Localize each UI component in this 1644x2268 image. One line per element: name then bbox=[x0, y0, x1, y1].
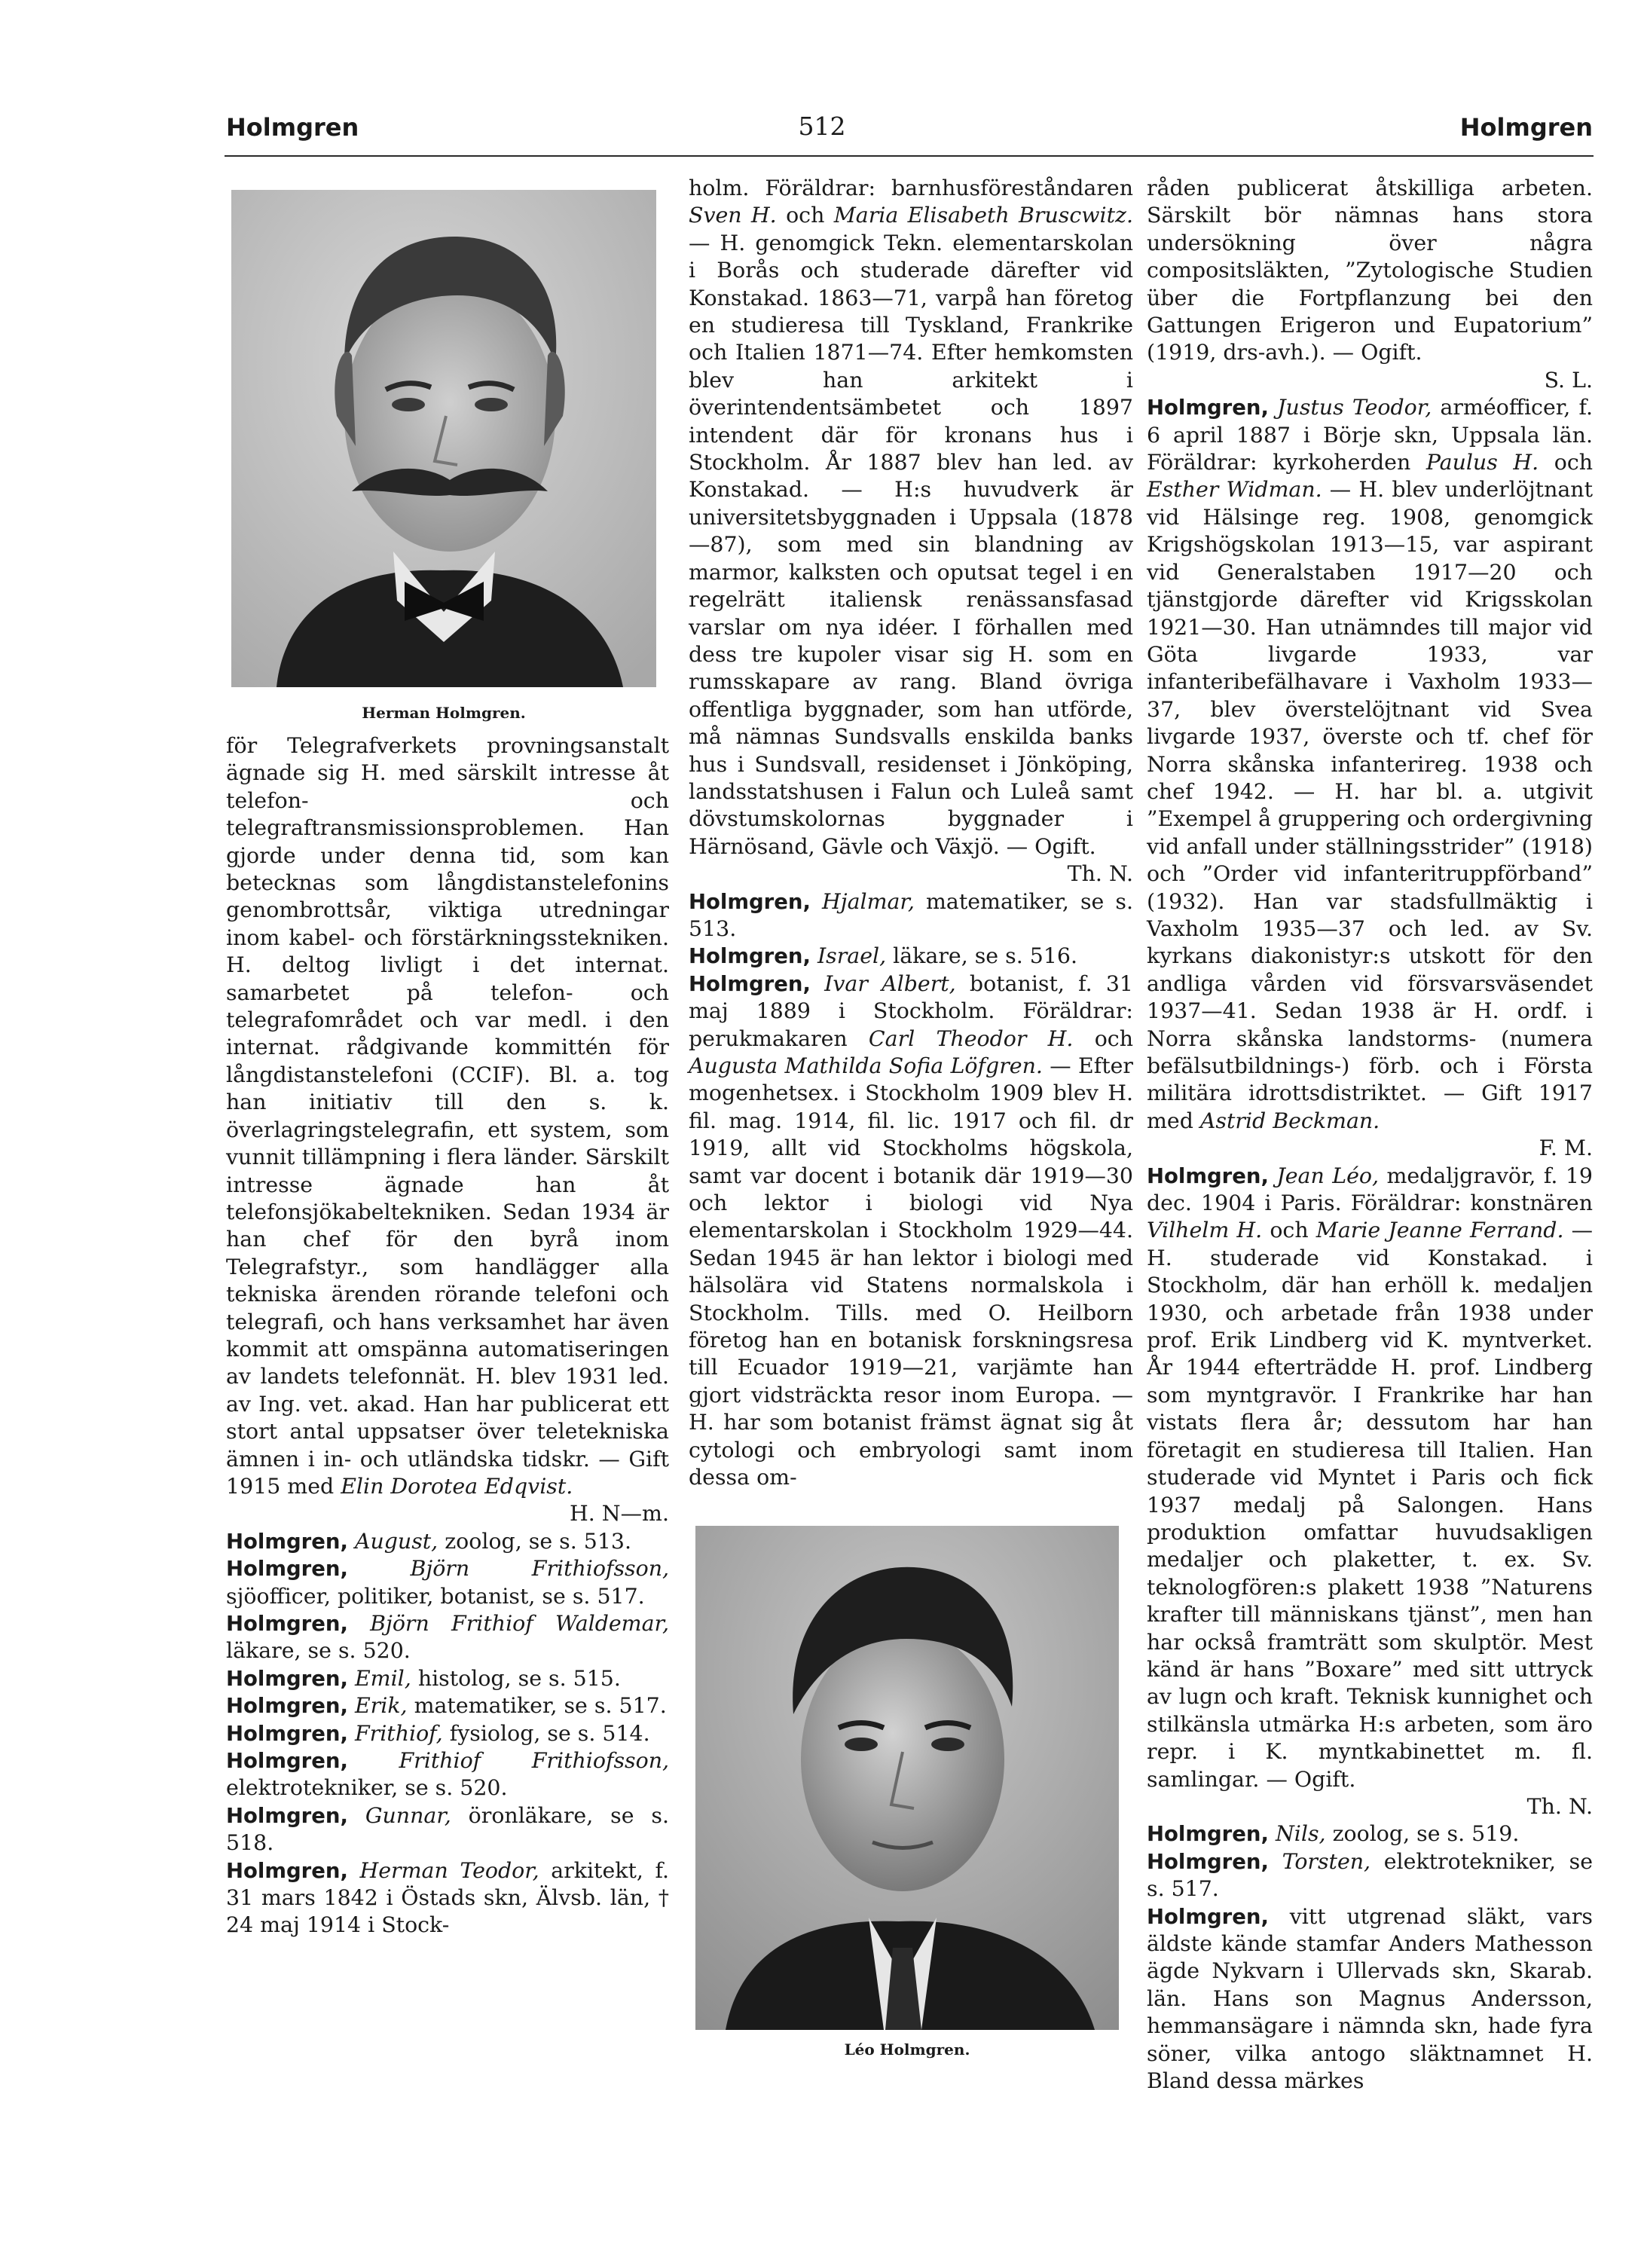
entry-holmgren-herman-teodor: Holmgren, Herman Teodor, arkitekt, f. 31 mars 1842 i Östads skn, Älvsb. län, † 24 maj 1914 i Stock- bbox=[226, 1857, 669, 1938]
portrait-leo-holmgren bbox=[695, 1526, 1119, 2030]
entry-holmgren-frithiof: Holmgren, Frithiof, fysiolog, se s. 514. bbox=[226, 1720, 650, 1746]
figure-space bbox=[226, 175, 669, 732]
entry-holmgren-emil: Holmgren, Emil, histolog, se s. 515. bbox=[226, 1665, 621, 1691]
entry-holmgren-gunnar: Holmgren, Gunnar, öronläkare, se s. 518. bbox=[226, 1802, 669, 1856]
caption-leo-holmgren: Léo Holmgren. bbox=[844, 2040, 970, 2059]
entry-holmgren-ivar-albert: Holmgren, Ivar Albert, botanist, f. 31 maj 1889 i Stockholm. Föräldrar: perukmakaren Carl Theodor H. och Augusta Mathilda Sofia Löfgren. — Efter mogenhetsex. i Stockholm 1909 blev H. fil. mag. 1914, fil. lic. 1917 och fil. dr 1919, allt vid Stockholms högskola, samt var docent i botanik där 1919—30 och lektor i biologi vid Nya elementarskolan i Stockholm 1929—44. Sedan 1945 är han lektor i biologi med hälsolära vid Statens normalskola i Stockholm. Tills. med O. Heilborn företog han en botanisk forskningsresa till Ecuador 1919—21, varjämte han gjort vidsträckta resor inom Europa. — H. har som botanist främst ägnat sig åt cytologi och embryologi samt inom dessa om- bbox=[689, 970, 1133, 1490]
entry-holmgren-israel: Holmgren, Israel, läkare, se s. 516. bbox=[689, 943, 1077, 969]
entry-holmgren-slakt: Holmgren, vitt utgrenad släkt, vars äldste kände stamfar Anders Mathesson ägde Nykvarn i Ullervads skn, Skarab. län. Hans son Magnus Andersson, hemmansägare i nämnda skn, hade fyra söner, vilka antogo släktnamnet H. Bland dessa märkes bbox=[1147, 1903, 1593, 2094]
entry-holmgren-torsten: Holmgren, Torsten, elektrotekniker, se s. 517. bbox=[1147, 1848, 1594, 1902]
column-2 bbox=[689, 175, 1133, 1492]
entry-holmgren-frithiof-frithiofsson: Holmgren, Frithiof Frithiofsson, elektrotekniker, se s. 520. bbox=[226, 1748, 669, 1801]
entry-holmgren-hjalmar: Holmgren, Hjalmar, matematiker, se s. 513. bbox=[689, 888, 1134, 941]
signature-line: S. L. bbox=[1544, 367, 1593, 393]
entry-continuation: för Telegrafverkets provningsanstalt ägnade sig H. med särskilt intresse åt telefon- och telegraftransmissionsproblemen. Han gjorde under denna tid, som kan betecknas som långdistanstelefonins genombrottsår, viktiga utredningar inom kabel- och förstärkningsstekniken. H. deltog livligt i det internat. samarbetet på telefon- och telegrafområdet och var medl. i den internat. rådgivande kommittén för långdistanstelefoni (CCIF). Bl. a. tog han initiativ till den s. k. överlagringstelegrafin, ett system, som vunnit tillämpning i flera länder. Särskilt intresse ägnade han åt telefonsjökabeltekniken. Sedan 1934 är han chef för den byrå inom Telegrafstyr., som handlägger alla tekniska ärenden rörande telefoni och telegrafi, och hans verksamhet har även kommit att omspänna automatiseringen av landets telefonnät. H. blev 1931 led. av Ing. vet. akad. Han har publicerat ett stort antal uppsatser över teletekniska ämnen i in- och utländska tidskr. — Gift 1915 med Elin Dorotea Edqvist. bbox=[226, 733, 669, 1499]
entry-holmgren-jean-leo: Holmgren, Jean Léo, medaljgravör, f. 19 dec. 1904 i Paris. Föräldrar: konstnären Vilhelm H. och Marie Jeanne Ferrand. — H. studerade vid Konstakad. i Stockholm, där han erhöll k. medaljen 1930, och arbetade från 1938 under prof. Erik Lindberg vid K. myntverket. År 1944 efterträdde H. prof. Lindberg som myntgravör. I Frankrike har han vistats flera år; dessutom har han företagit en studieresa till Italien. Han studerade vid Myntet i Paris och fick 1937 medalj på Salongen. Hans produktion omfattar huvudsakligen medaljer och plaketter, t. ex. Sv. teknologfören:s plakett 1938 ”Naturens krafter till människans tjänst”, men han har också framträtt som skulptör. Mest känd är hans ”Boxare” med sitt uttryck av lugn och kraft. Teknisk kunnighet och stilkänsla utmärka H:s arbeten, som äro repr. i K. myntkabinettet m. fl. samlingar. — Ogift. bbox=[1147, 1163, 1594, 1792]
entry-holmgren-bjorn-frithiof-waldemar: Holmgren, Björn Frithiof Waldemar, läkare, se s. 520. bbox=[226, 1611, 670, 1664]
header-rule bbox=[225, 155, 1594, 157]
signature-line: F. M. bbox=[1539, 1136, 1593, 1161]
entry-holmgren-justus-teodor: Holmgren, Justus Teodor, arméofficer, f. 6 april 1887 i Börje skn, Uppsala län. Föräldrar: kyrkoherden Paulus H. och Esther Widman. — H. blev underlöjtnant vid Hälsinge reg. 1908, genomgick Krigshögskolan 1913—15, var aspirant vid Generalstaben 1917—20 och tjänstgjorde därefter vid Krigsskolan 1921—30. Han utnämndes till major vid Göta livgarde 1933, var infanteribefälhavare i Vaxholm 1933—37, blev överstelöjtnant vid Svea livgarde 1937, överste och tf. chef för Norra skånska infanterireg. 1938 och chef 1942. — H. har bl. a. utgivit ”Exempel å gruppering och ordergivning vid anfall under ställningsstrider” (1918) och ”Order vid infanteritruppförband” (1932). Han var stadsfullmäktig i Vaxholm 1935—37 och led. av Sv. kyrkans diakonistyr:s utskott för den andliga vården vid försvarsväsendet 1937—41. Sedan 1938 är H. ordf. i Norra skånska landstorms- (numera befälsutbildnings-) förb. och i Första militära idrottsdistriktet. — Gift 1917 med Astrid Beckman. bbox=[1147, 395, 1594, 1133]
entry-continuation: råden publicerat åtskilliga arbeten. Särskilt bör nämnas hans stora undersökning över några compositsläkten, ”Zytologische Studien über die Fortpflanzung bei den Gattungen Erigeron und Eupatorium” (1919, drs-avh.). — Ogift. bbox=[1147, 176, 1593, 365]
signature-line: Th. N. bbox=[1526, 1793, 1593, 1819]
page-number: 512 bbox=[798, 112, 846, 141]
signature-line: Th. N. bbox=[1067, 861, 1133, 887]
caption-herman-holmgren: Herman Holmgren. bbox=[362, 704, 526, 722]
running-head-left: Holmgren bbox=[226, 113, 359, 142]
running-head-right: Holmgren bbox=[1459, 113, 1593, 142]
signature-line: H. N—m. bbox=[570, 1501, 669, 1527]
entry-holmgren-august: Holmgren, August, zoolog, se s. 513. bbox=[226, 1528, 631, 1554]
entry-holmgren-erik: Holmgren, Erik, matematiker, se s. 517. bbox=[226, 1693, 667, 1719]
column-3 bbox=[1147, 175, 1593, 2095]
column-1 bbox=[226, 175, 669, 1939]
entry-continuation: holm. Föräldrar: barnhusföreståndaren Sven H. och Maria Elisabeth Bruscwitz. — H. genomgick Tekn. elementarskolan i Borås och studerade därefter vid Konstakad. 1863—71, varpå han företog en studieresa till Tyskland, Frankrike och Italien 1871—74. Efter hemkomsten blev han arkitekt i överintendentsämbetet och 1897 intendent där för kronans hus i Stockholm. År 1887 blev han led. av Konstakad. — H:s huvudverk är universitetsbyggnaden i Uppsala (1878—87), som med sin blandning av marmor, kalksten och oputsat tegel i en regelrätt italiensk renässansfasad varslar om nya idéer. I förhallen med dess tre kupoler visar sig H. som en rumsskapare av rang. Bland övriga offentliga byggnader, som han utförde, må nämnas Sundsvalls enskilda banks hus i Sundsvall, residenset i Jönköping, landsstatshusen i Falun och Luleå samt dövstumskolornas byggnader i Härnösand, Gävle och Växjö. — Ogift. bbox=[689, 176, 1133, 859]
entry-holmgren-nils: Holmgren, Nils, zoolog, se s. 519. bbox=[1147, 1821, 1520, 1847]
entry-holmgren-bjorn-frithiofsson: Holmgren, Björn Frithiofsson, sjöofficer, politiker, botanist, se s. 517. bbox=[226, 1556, 670, 1609]
